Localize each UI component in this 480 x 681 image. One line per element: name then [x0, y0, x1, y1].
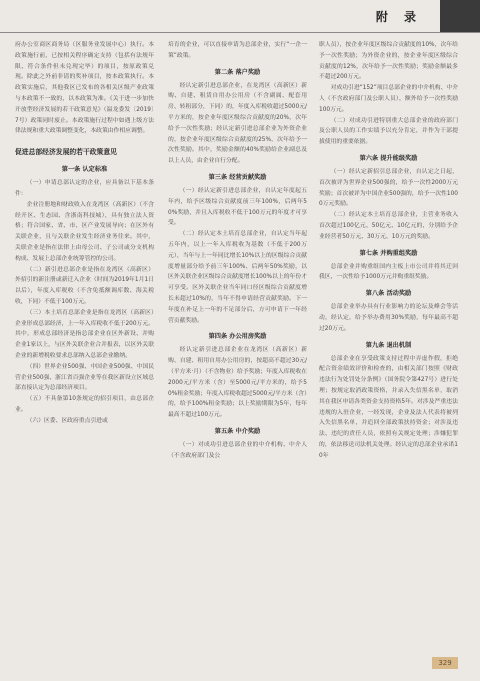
paragraph: 企业注册地和财政收入在龙湾区（高新区）（不含经开区、生态园、含浙南科技城），具有独立法人资格；符合国家、省、市、区产业发展导向；在区外有关联企业，且与关联企业发生经济业务往来。其中，关联企业是指在法律上由母公司、子公司或分支机构构成、发展上总部企业统筹管控的公司。	[15, 201, 154, 262]
paragraph: （四）世界企业500强、中国企业500强、中国民营企业500强、浙江省百强企业等在我区新设立区域总部直接认定为总部经济项目。	[15, 363, 154, 392]
article-heading: 第三条 经营贡献奖励	[208, 173, 267, 181]
paragraph: （三）本土培育总部企业是指在龙湾区（高新区）企业形成总部经济，上一年入库税收不低于200万元。其中，形成总部经济是指总部企业在区外新设、并购企业1家以上，与区外关联企业合并报表，以区外关联企业的新增税收要求总部纳入总部企业缴纳。	[15, 309, 154, 359]
paragraph: 总部企业并购重组国内主板上市公司并将其迁回我区，一次性给予1000万元并购重组奖励。	[319, 263, 458, 281]
article-heading: 第一条 认定标准	[61, 166, 108, 174]
paragraph: （一）经认定新引进总部企业，自认定年度起五年内，给予区级综合贡献度前三年100%，后两年50%奖励，并且入库税收不低于100万元的年度才可享受。	[168, 187, 307, 227]
article-heading: 第四条 办公用房奖励	[208, 333, 267, 341]
paragraph: （二）经认定本土培育总部企业，主营业务收入首次超过100亿元、50亿元、10亿元的，分别给予企业经营者50万元、30万元、10万元的奖励。	[319, 212, 458, 240]
paragraph: 总部企业在享受政策支持过程中弄虚作假，拒绝配合资金绩效评价和检查的，由相关部门按照《财政违法行为处罚处分条例》（国务院令第427号）进行处理；按规定取消政策资格，并录入失信黑名单，取消其在我区申请各类资金支持资格5年。对涉及严重违法违规的入驻企业，一经发现，企业及法人代表将被列入失信黑名单，并追回全部政策扶持资金；对涉及违法、违纪的責任人员，依照有关规定处理；涉嫌犯罪的，依法移送司法机关处理。经认定的总部企业承诺10年	[319, 355, 458, 459]
article-heading: 第九条 退出机制	[365, 341, 412, 349]
text-columns	[15, 40, 467, 655]
article-heading: 第二条 落户奖励	[214, 68, 261, 76]
article-heading: 第八条 活动奖励	[365, 290, 412, 298]
paragraph: 经认定新引进总部企业在龙湾区（高新区）新购、自建、租用自用办公用房的，按超高不超过30元/（平方米·月）（不含物业）给予奖励；年度入库税收在2000元/平方米（含）至5000元/平方米的，给予50%租金奖励；年度入库税收超过5000元/平方米（含）的，给予100%租金奖励；以上奖励期限为5年，每年最高不超过100万元。	[168, 347, 307, 419]
paragraph: （二）新引进总部企业是指在龙湾区（高新区）外招引的新注册或新迁入企业（时间为2019年1月1日以后），年度入库税收（不含免抵额调库数、海关税收，下同）不低于100万元。	[15, 266, 154, 305]
paragraph: （五）不具备第10条规定的招引项目，由总部企业。	[15, 396, 154, 413]
page-header	[0, 0, 480, 33]
article-heading: 第七条 并购重组奖励	[359, 249, 418, 257]
paragraph: 职人员），按企业年度区级综合贡献度的10%，次年给予一次性奖励；为外资企业的，按企业年度区级综合贡献度的12%，次年给予一次性奖励；奖励金额最多不超过200万元。	[319, 42, 458, 81]
paragraph: 府办公室商区商务局（区服务业发展中心）执行。本政策施行前，已按相关程序确定支持（包括有法规年限、符合条件但未兑现完毕）的项目，按原政策兑现。除此之外前非请的奖补项目，按本政策执行。本政策实施后，其他我区已发布的各相关区级产业政策与本政策不一致的，以本政策为准。《关于进一步加快开放型经济发展的若干政策意见》（温龙委发〔2019〕7号）政策同时废止。本政策施行过程中如遇上级方法律法规和重大政策调整变化，本政策由作相应调整。	[15, 42, 154, 135]
column-right	[319, 40, 458, 655]
section-heading: 促进总部经济发展的若干政策意见	[15, 148, 117, 157]
paragraph: 总部企业举办具有行业影响力的论坛及峰会等活动，经认定，给予举办费用30%奖励，每年最高不超过20万元。	[319, 304, 458, 332]
paragraph: （一）申请总部认定的企业，应具备以下基本条件：	[15, 180, 154, 197]
header-tab-bar	[440, 0, 480, 32]
paragraph: （二）经认定本土培育总部企业，自认定当年起五年内，以上一年入库税收为基数（不低于200万元），当年与上一年同比增长10%以上的区级综合贡献度增量部分给予前三年100%、后两年50%奖励，以区外关联企业区级综合贡献度增长100%以上的年份才可享受。区外关联企业当年同口径区级综合贡献度增长未超过10%的，当年不得申请经营贡献奖励。下一年度在补足上一年的不足部分后，方可申请下一年经营贡献奖励。	[168, 231, 307, 324]
paragraph: 培育的企业，可以直接申请为总部企业，实行“一企一策”政策。	[168, 42, 307, 59]
paragraph: （一）对成功引进总部企业的中介机构、中介人（不含政府部门及公	[168, 441, 307, 459]
paragraph: （二）对成功引进特别重大总部企业的政府部门及公职人员的工作实绩予以充分肯定，并作为干部提拔使用的重要依据。	[319, 117, 458, 146]
paragraph: 对成功引进“152”项目总部企业的中介机构、中介人（不含政府部门及公职人员），额外给予一次性奖励100万元。	[319, 85, 458, 113]
article-heading: 第五条 中介奖励	[214, 427, 261, 435]
column-middle	[168, 40, 307, 655]
page-number: 329	[432, 657, 458, 669]
paragraph: （一）经认定新招引总部企业，自认定之日起，首次被评为世界企业500强的，给予一次性2000万元奖励；首次被评为中国企业500强的，给予一次性1000万元奖励。	[319, 168, 458, 208]
paragraph: （六）区委、区政府重点引进或	[26, 417, 108, 424]
section-label: 附 录	[375, 10, 422, 24]
article-heading: 第六条 提升能级奖励	[359, 154, 418, 162]
column-left	[15, 40, 154, 655]
paragraph: 经认定新引进总部企业，在龙湾区（高新区）新购、自建、租赁自用办公用房（不含副属、配套用房、转租部分，下同）的，年度入库税收超过5000元/平方米的，按企业年度区级综合贡献度的20%，次年给予一次性奖励；经认定新引进总部企业为外资企业的，按企业年度区级综合贡献度的25%，次年给予一次性奖励。其中，奖励金额的40%奖励给企业副总及以上人员，由企业自行分配。	[168, 82, 307, 165]
